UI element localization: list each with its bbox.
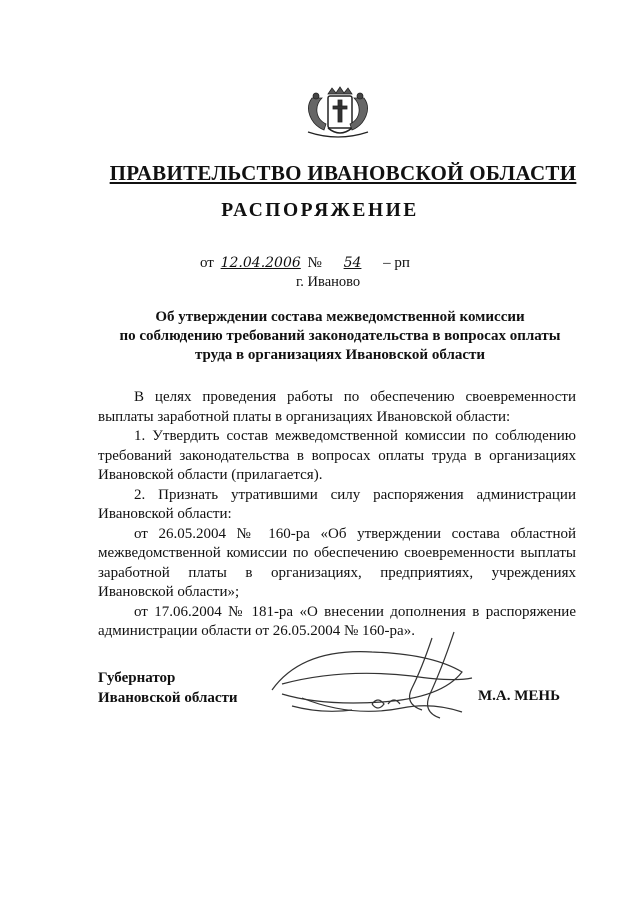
body-paragraph: 1. Утвердить состав межведомственной комиссии по соблюдению требований законодательства в вопросах оплаты труда в организациях Ивановской области (прилагается). bbox=[98, 428, 576, 483]
government-title: ПРАВИТЕЛЬСТВО ИВАНОВСКОЙ ОБЛАСТИ bbox=[109, 161, 577, 185]
document-type: РАСПОРЯЖЕНИЕ bbox=[221, 200, 419, 221]
subject-line: Об утверждении состава межведомственной комиссии bbox=[155, 309, 525, 325]
signatory-title-line: Губернатор bbox=[98, 670, 176, 686]
subject-line: труда в организациях Ивановской области bbox=[194, 347, 486, 363]
document-date: 12.04.2006 bbox=[220, 255, 301, 271]
body-paragraph: 2. Признать утратившими силу распоряжения администрации Ивановской области: bbox=[98, 486, 576, 522]
document-subject bbox=[80, 308, 600, 365]
subject-line: по соблюдению требований законодательства в вопросах оплаты bbox=[119, 328, 561, 344]
signatory-title bbox=[98, 668, 238, 708]
number-prefix: № bbox=[307, 255, 322, 271]
city: г. Иваново bbox=[296, 274, 361, 290]
coat-of-arms-icon bbox=[298, 84, 378, 140]
date-prefix: от bbox=[200, 255, 214, 271]
signatory-name: М.А. МЕНЬ bbox=[478, 688, 560, 704]
body-paragraph: от 17.06.2004 № 181-ра «О внесении дополнения в распоряжение администрации области от 26.05.2004 № 160-ра». bbox=[98, 603, 576, 639]
document-body bbox=[98, 388, 576, 642]
document-number: 54 bbox=[343, 255, 362, 271]
number-suffix: – рп bbox=[383, 255, 410, 271]
body-paragraph: В целях проведения работы по обеспечению своевременности выплаты заработной платы в организациях Ивановской области: bbox=[98, 389, 576, 425]
signatory-title-line: Ивановской области bbox=[98, 690, 238, 706]
handwritten-signature bbox=[262, 628, 482, 728]
date-number-line bbox=[200, 255, 410, 272]
body-paragraph: от 26.05.2004 № 160-ра «Об утверждении состава областной межведомственной комиссии по обеспечению своевременности выплаты заработной платы в организациях, предприятиях, учреждениях Ивановской области»; bbox=[98, 525, 576, 600]
